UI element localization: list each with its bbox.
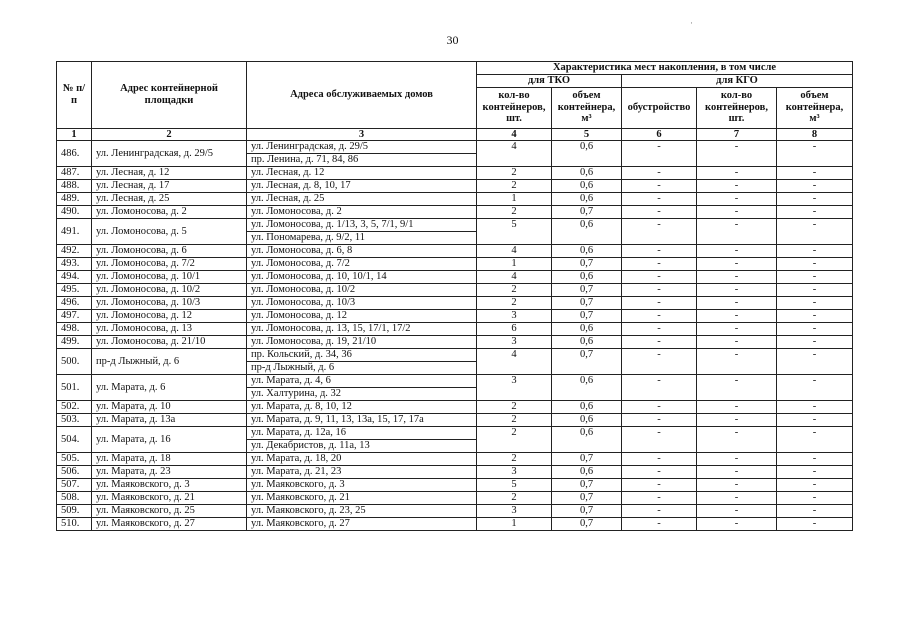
tko-count: 2 (477, 297, 552, 310)
header-tko-count: кол-во контейнеров, шт. (477, 87, 552, 128)
kgo-count: - (697, 349, 777, 375)
column-number: 5 (552, 128, 622, 141)
site-address: ул. Марата, д. 16 (92, 427, 247, 453)
kgo-count: - (697, 505, 777, 518)
site-address: ул. Марата, д. 6 (92, 375, 247, 401)
kgo-count: - (697, 492, 777, 505)
kgo-count: - (697, 310, 777, 323)
table-body (57, 141, 853, 531)
site-address: ул. Ломоносова, д. 2 (92, 206, 247, 219)
tko-volume: 0,7 (552, 284, 622, 297)
tko-count: 2 (477, 453, 552, 466)
tko-count: 2 (477, 427, 552, 453)
kgo-count: - (697, 336, 777, 349)
page-number: 30 (446, 33, 459, 47)
tko-count: 3 (477, 310, 552, 323)
kgo-count: - (697, 219, 777, 245)
column-number: 7 (697, 128, 777, 141)
table-row (57, 141, 853, 154)
equipment: - (622, 375, 697, 401)
kgo-count: - (697, 141, 777, 167)
tko-count: 4 (477, 271, 552, 284)
site-address: ул. Лесная, д. 17 (92, 180, 247, 193)
row-number: 494. (57, 271, 92, 284)
site-address: пр-д Лыжный, д. 6 (92, 349, 247, 375)
tko-count: 2 (477, 180, 552, 193)
table-row (57, 271, 853, 284)
served-house: ул. Ломоносова, д. 10/2 (247, 284, 477, 297)
table-row (57, 258, 853, 271)
site-address: ул. Ломоносова, д. 5 (92, 219, 247, 245)
equipment: - (622, 518, 697, 531)
served-house: ул. Пономарева, д. 9/2, 11 (247, 232, 477, 245)
row-number: 501. (57, 375, 92, 401)
table-row (57, 492, 853, 505)
served-house: ул. Марата, д. 4, 6 (247, 375, 477, 388)
header-kgo-volume: объем контейнера, м³ (777, 87, 853, 128)
row-number: 496. (57, 297, 92, 310)
served-house: ул. Ломоносова, д. 7/2 (247, 258, 477, 271)
kgo-volume: - (777, 349, 853, 375)
kgo-volume: - (777, 323, 853, 336)
site-address: ул. Марата, д. 13а (92, 414, 247, 427)
tko-count: 1 (477, 193, 552, 206)
site-address: ул. Ленинградская, д. 29/5 (92, 141, 247, 167)
column-number-row (57, 128, 853, 141)
served-house: ул. Ломоносова, д. 1/13, 3, 5, 7/1, 9/1 (247, 219, 477, 232)
site-address: ул. Лесная, д. 12 (92, 167, 247, 180)
table-row (57, 349, 853, 362)
tko-count: 2 (477, 284, 552, 297)
tko-volume: 0,7 (552, 297, 622, 310)
kgo-count: - (697, 167, 777, 180)
tko-volume: 0,7 (552, 310, 622, 323)
table-row (57, 193, 853, 206)
tko-volume: 0,6 (552, 427, 622, 453)
served-house: ул. Маяковского, д. 21 (247, 492, 477, 505)
tko-count: 1 (477, 518, 552, 531)
tko-volume: 0,6 (552, 414, 622, 427)
table-row (57, 401, 853, 414)
table-row (57, 479, 853, 492)
site-address: ул. Лесная, д. 25 (92, 193, 247, 206)
equipment: - (622, 349, 697, 375)
kgo-volume: - (777, 336, 853, 349)
kgo-volume: - (777, 297, 853, 310)
table-row (57, 518, 853, 531)
tko-count: 3 (477, 466, 552, 479)
kgo-count: - (697, 479, 777, 492)
equipment: - (622, 414, 697, 427)
table-row (57, 336, 853, 349)
site-address: ул. Ломоносова, д. 10/2 (92, 284, 247, 297)
row-number: 495. (57, 284, 92, 297)
kgo-count: - (697, 427, 777, 453)
equipment: - (622, 167, 697, 180)
kgo-volume: - (777, 479, 853, 492)
kgo-count: - (697, 284, 777, 297)
kgo-count: - (697, 401, 777, 414)
served-house: ул. Ломоносова, д. 10, 10/1, 14 (247, 271, 477, 284)
tko-count: 2 (477, 414, 552, 427)
served-house: пр-д Лыжный, д. 6 (247, 362, 477, 375)
row-number: 507. (57, 479, 92, 492)
header-kgo-count: кол-во контейнеров, шт. (697, 87, 777, 128)
table-row (57, 245, 853, 258)
kgo-volume: - (777, 219, 853, 245)
served-house: пр. Ленина, д. 71, 84, 86 (247, 154, 477, 167)
table-row (57, 414, 853, 427)
served-house: ул. Лесная, д. 12 (247, 167, 477, 180)
site-address: ул. Ломоносова, д. 21/10 (92, 336, 247, 349)
table-row (57, 284, 853, 297)
tko-volume: 0,6 (552, 219, 622, 245)
kgo-volume: - (777, 245, 853, 258)
equipment: - (622, 206, 697, 219)
table-row (57, 180, 853, 193)
kgo-volume: - (777, 427, 853, 453)
row-number: 503. (57, 414, 92, 427)
tko-volume: 0,6 (552, 271, 622, 284)
table-row (57, 466, 853, 479)
equipment: - (622, 505, 697, 518)
served-house: ул. Ломоносова, д. 2 (247, 206, 477, 219)
site-address: ул. Маяковского, д. 27 (92, 518, 247, 531)
served-house: ул. Марата, д. 21, 23 (247, 466, 477, 479)
row-number: 486. (57, 141, 92, 167)
table-row (57, 310, 853, 323)
site-address: ул. Марата, д. 10 (92, 401, 247, 414)
kgo-count: - (697, 375, 777, 401)
tko-count: 1 (477, 258, 552, 271)
served-house: ул. Маяковского, д. 3 (247, 479, 477, 492)
tko-volume: 0,7 (552, 258, 622, 271)
row-number: 508. (57, 492, 92, 505)
kgo-volume: - (777, 492, 853, 505)
table-row (57, 219, 853, 232)
row-number: 487. (57, 167, 92, 180)
kgo-volume: - (777, 193, 853, 206)
tko-count: 3 (477, 375, 552, 401)
tko-count: 4 (477, 141, 552, 167)
row-number: 499. (57, 336, 92, 349)
scan-speck: · (690, 18, 693, 28)
tko-count: 2 (477, 206, 552, 219)
kgo-count: - (697, 297, 777, 310)
tko-volume: 0,7 (552, 479, 622, 492)
served-house: ул. Лесная, д. 8, 10, 17 (247, 180, 477, 193)
kgo-count: - (697, 453, 777, 466)
tko-volume: 0,6 (552, 141, 622, 167)
equipment: - (622, 219, 697, 245)
served-house: ул. Ленинградская, д. 29/5 (247, 141, 477, 154)
table-row (57, 167, 853, 180)
kgo-volume: - (777, 284, 853, 297)
kgo-volume: - (777, 466, 853, 479)
served-house: ул. Марата, д. 18, 20 (247, 453, 477, 466)
tko-count: 5 (477, 479, 552, 492)
served-house: ул. Ломоносова, д. 12 (247, 310, 477, 323)
header-tko-volume: объем контейнера, м³ (552, 87, 622, 128)
kgo-count: - (697, 245, 777, 258)
kgo-volume: - (777, 167, 853, 180)
equipment: - (622, 310, 697, 323)
table-row (57, 427, 853, 440)
equipment: - (622, 453, 697, 466)
row-number: 506. (57, 466, 92, 479)
column-number: 6 (622, 128, 697, 141)
row-number: 510. (57, 518, 92, 531)
tko-volume: 0,7 (552, 492, 622, 505)
row-number: 492. (57, 245, 92, 258)
served-house: пр. Кольский, д. 34, 36 (247, 349, 477, 362)
row-number: 493. (57, 258, 92, 271)
served-house: ул. Ломоносова, д. 19, 21/10 (247, 336, 477, 349)
tko-volume: 0,7 (552, 206, 622, 219)
header-kgo: для КГО (622, 75, 853, 88)
served-house: ул. Марата, д. 9, 11, 13, 13а, 15, 17, 17а (247, 414, 477, 427)
site-address: ул. Маяковского, д. 21 (92, 492, 247, 505)
tko-volume: 0,6 (552, 245, 622, 258)
column-number: 3 (247, 128, 477, 141)
equipment: - (622, 492, 697, 505)
equipment: - (622, 297, 697, 310)
kgo-volume: - (777, 141, 853, 167)
tko-count: 5 (477, 219, 552, 245)
served-house: ул. Маяковского, д. 23, 25 (247, 505, 477, 518)
tko-count: 3 (477, 336, 552, 349)
kgo-count: - (697, 258, 777, 271)
equipment: - (622, 427, 697, 453)
tko-count: 2 (477, 167, 552, 180)
table-row (57, 323, 853, 336)
tko-volume: 0,6 (552, 466, 622, 479)
tko-volume: 0,6 (552, 401, 622, 414)
tko-volume: 0,7 (552, 518, 622, 531)
equipment: - (622, 284, 697, 297)
kgo-count: - (697, 518, 777, 531)
tko-count: 3 (477, 505, 552, 518)
kgo-volume: - (777, 180, 853, 193)
row-number: 489. (57, 193, 92, 206)
served-house: ул. Декабристов, д. 11а, 13 (247, 440, 477, 453)
tko-volume: 0,6 (552, 167, 622, 180)
row-number: 500. (57, 349, 92, 375)
header-num: № п/п (57, 62, 92, 129)
row-number: 504. (57, 427, 92, 453)
site-address: ул. Ломоносова, д. 12 (92, 310, 247, 323)
site-address: ул. Ломоносова, д. 10/1 (92, 271, 247, 284)
tko-count: 4 (477, 349, 552, 375)
served-house: ул. Маяковского, д. 27 (247, 518, 477, 531)
header-houses: Адреса обслуживаемых домов (247, 62, 477, 129)
column-number: 4 (477, 128, 552, 141)
site-address: ул. Маяковского, д. 3 (92, 479, 247, 492)
equipment: - (622, 336, 697, 349)
kgo-volume: - (777, 414, 853, 427)
site-address: ул. Ломоносова, д. 7/2 (92, 258, 247, 271)
tko-count: 2 (477, 492, 552, 505)
row-number: 502. (57, 401, 92, 414)
row-number: 505. (57, 453, 92, 466)
served-house: ул. Ломоносова, д. 13, 15, 17/1, 17/2 (247, 323, 477, 336)
table-header (57, 62, 853, 141)
tko-count: 2 (477, 401, 552, 414)
header-equipment: обустройство (622, 87, 697, 128)
kgo-volume: - (777, 401, 853, 414)
tko-count: 6 (477, 323, 552, 336)
site-address: ул. Маяковского, д. 25 (92, 505, 247, 518)
kgo-count: - (697, 206, 777, 219)
header-tko: для ТКО (477, 75, 622, 88)
kgo-volume: - (777, 206, 853, 219)
kgo-volume: - (777, 310, 853, 323)
kgo-volume: - (777, 453, 853, 466)
kgo-volume: - (777, 258, 853, 271)
row-number: 498. (57, 323, 92, 336)
site-address: ул. Марата, д. 18 (92, 453, 247, 466)
site-address: ул. Ломоносова, д. 10/3 (92, 297, 247, 310)
tko-volume: 0,7 (552, 505, 622, 518)
column-number: 2 (92, 128, 247, 141)
row-number: 509. (57, 505, 92, 518)
tko-volume: 0,6 (552, 323, 622, 336)
equipment: - (622, 141, 697, 167)
tko-volume: 0,6 (552, 375, 622, 401)
served-house: ул. Ломоносова, д. 6, 8 (247, 245, 477, 258)
tko-volume: 0,6 (552, 193, 622, 206)
kgo-count: - (697, 271, 777, 284)
table-row (57, 375, 853, 388)
tko-volume: 0,7 (552, 349, 622, 375)
table-row (57, 505, 853, 518)
kgo-count: - (697, 323, 777, 336)
served-house: ул. Халтурина, д. 32 (247, 388, 477, 401)
registry-table (56, 61, 853, 531)
table-row (57, 453, 853, 466)
equipment: - (622, 466, 697, 479)
kgo-count: - (697, 466, 777, 479)
served-house: ул. Марата, д. 12а, 16 (247, 427, 477, 440)
tko-volume: 0,6 (552, 336, 622, 349)
row-number: 488. (57, 180, 92, 193)
equipment: - (622, 479, 697, 492)
site-address: ул. Ломоносова, д. 6 (92, 245, 247, 258)
kgo-volume: - (777, 518, 853, 531)
table-row (57, 297, 853, 310)
header-characteristics: Характеристика мест накопления, в том числе (477, 62, 853, 75)
site-address: ул. Марата, д. 23 (92, 466, 247, 479)
header-address: Адрес контейнерной площадки (92, 62, 247, 129)
kgo-count: - (697, 180, 777, 193)
row-number: 497. (57, 310, 92, 323)
served-house: ул. Марата, д. 8, 10, 12 (247, 401, 477, 414)
column-number: 8 (777, 128, 853, 141)
kgo-volume: - (777, 505, 853, 518)
row-number: 491. (57, 219, 92, 245)
tko-count: 4 (477, 245, 552, 258)
equipment: - (622, 245, 697, 258)
kgo-volume: - (777, 271, 853, 284)
kgo-count: - (697, 193, 777, 206)
equipment: - (622, 193, 697, 206)
table-row (57, 206, 853, 219)
row-number: 490. (57, 206, 92, 219)
equipment: - (622, 258, 697, 271)
served-house: ул. Лесная, д. 25 (247, 193, 477, 206)
tko-volume: 0,6 (552, 180, 622, 193)
equipment: - (622, 180, 697, 193)
kgo-volume: - (777, 375, 853, 401)
equipment: - (622, 401, 697, 414)
column-number: 1 (57, 128, 92, 141)
kgo-count: - (697, 414, 777, 427)
tko-volume: 0,7 (552, 453, 622, 466)
equipment: - (622, 271, 697, 284)
equipment: - (622, 323, 697, 336)
served-house: ул. Ломоносова, д. 10/3 (247, 297, 477, 310)
site-address: ул. Ломоносова, д. 13 (92, 323, 247, 336)
